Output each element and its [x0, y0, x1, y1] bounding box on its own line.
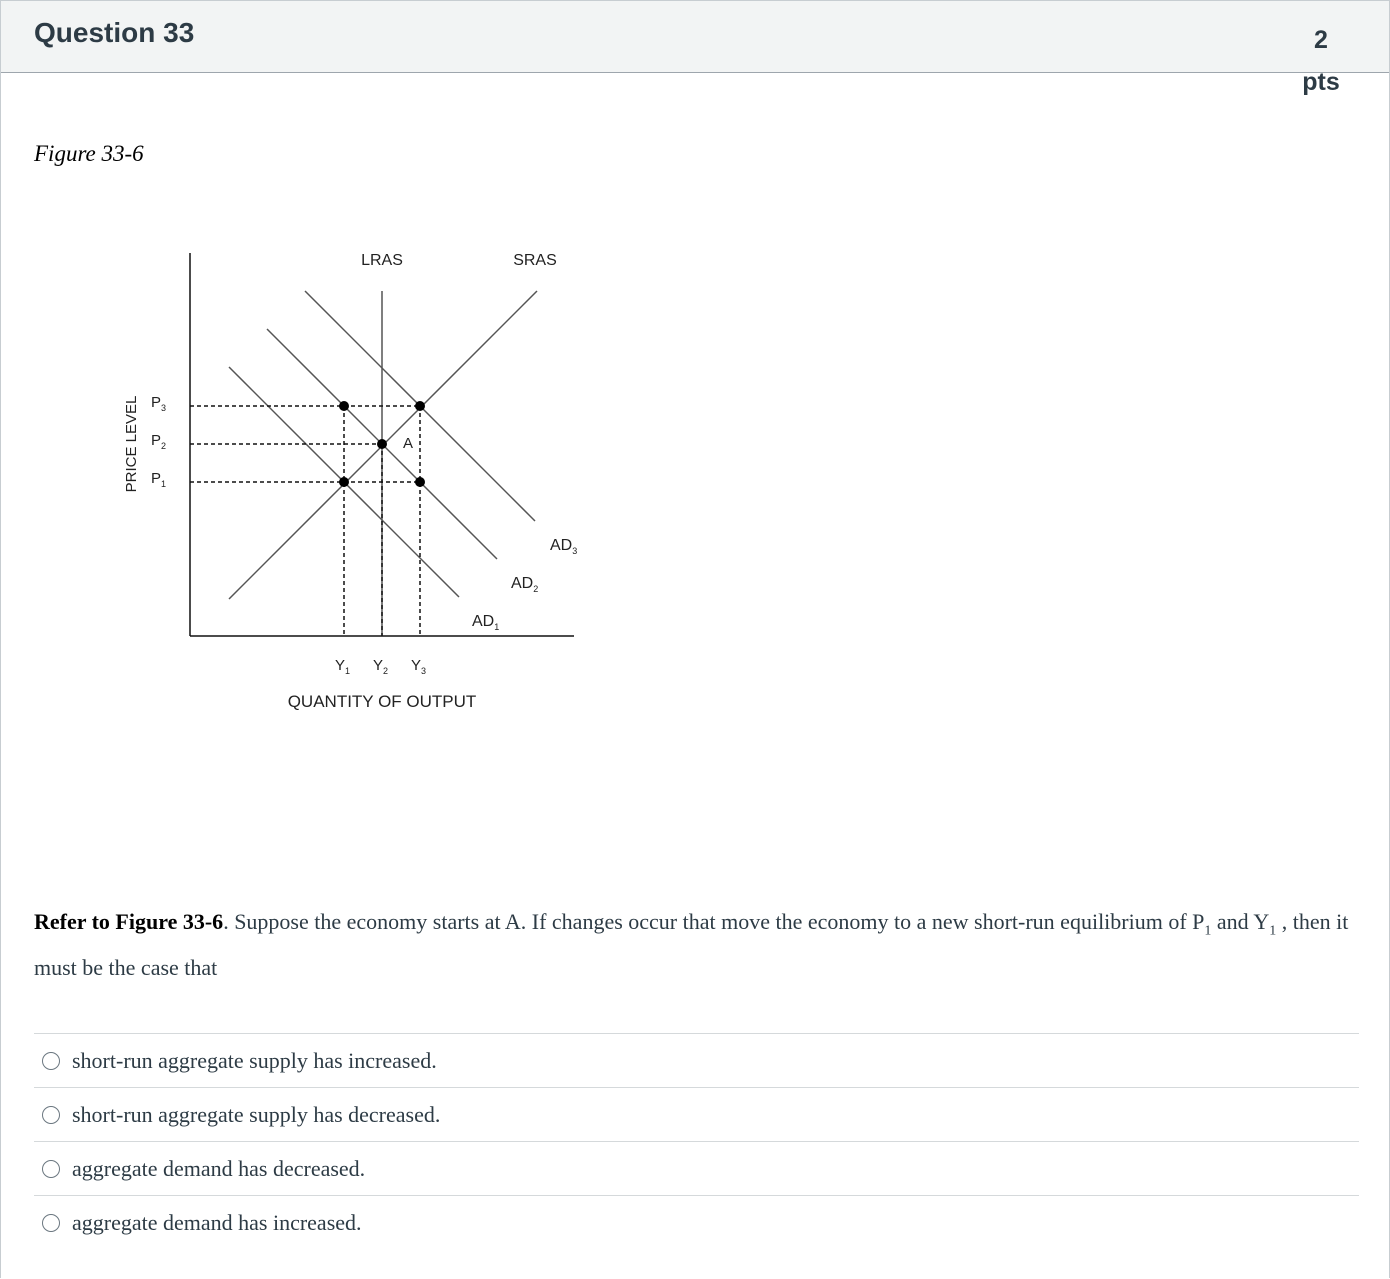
question-title: Question 33	[34, 17, 195, 48]
figure-reference: Refer to Figure 33-6	[34, 909, 224, 934]
answer-label[interactable]: aggregate demand has decreased.	[72, 1155, 366, 1181]
p1-tick: $P_1$	[151, 470, 167, 489]
answer-option[interactable]	[34, 1141, 1359, 1195]
question-text-part2: and Y	[1211, 909, 1270, 934]
point-y3-p3	[415, 401, 425, 411]
answer-label[interactable]: aggregate demand has increased.	[72, 1209, 362, 1235]
point-y3-p1	[415, 477, 425, 487]
radio-button[interactable]	[42, 1160, 60, 1178]
question-header	[1, 1, 1389, 96]
answer-label[interactable]: short-run aggregate supply has decreased.	[72, 1101, 441, 1127]
y1-subscript: 1	[1269, 923, 1277, 939]
question-text	[34, 903, 1354, 986]
radio-button[interactable]	[42, 1052, 60, 1070]
figure-label: Figure 33-6	[34, 141, 144, 166]
answer-label[interactable]: short-run aggregate supply has increased.	[72, 1047, 437, 1073]
p3-tick: $P_3$	[151, 394, 167, 413]
p2-tick: $P_2$	[151, 432, 167, 451]
question-text-part1: . Suppose the economy starts at A. If changes occur that move the economy to a new short-run equilibrium of P	[223, 909, 1205, 934]
x-axis-title: QUANTITY OF OUTPUT	[287, 692, 477, 711]
sras-label: SRAS	[513, 252, 557, 269]
radio-button[interactable]	[42, 1106, 60, 1124]
y2-tick: $Y_2$	[373, 657, 389, 676]
y-axis-title: PRICE LEVEL	[123, 395, 140, 493]
ad1-label: $AD_1$	[472, 613, 500, 632]
y3-tick: $Y_3$	[411, 657, 427, 676]
economics-figure	[111, 236, 591, 716]
question-points: 2 pts	[1302, 26, 1340, 96]
y1-tick: $Y_1$	[335, 657, 351, 676]
point-y1-p3	[339, 401, 349, 411]
question-text-part3: , then it must be the case that	[34, 909, 1349, 981]
p1-subscript: 1	[1204, 923, 1212, 939]
point-a-label: A	[403, 435, 414, 452]
radio-button[interactable]	[42, 1214, 60, 1232]
ad2-label: $AD_2$	[511, 575, 539, 594]
answer-list	[34, 1033, 1359, 1249]
answer-option[interactable]	[34, 1087, 1359, 1141]
point-y1-p1	[339, 477, 349, 487]
point-a	[377, 439, 387, 449]
ad3-label: $AD_3$	[550, 537, 578, 556]
lras-label: LRAS	[361, 252, 403, 269]
answer-option[interactable]	[34, 1195, 1359, 1249]
answer-option[interactable]	[34, 1033, 1359, 1087]
